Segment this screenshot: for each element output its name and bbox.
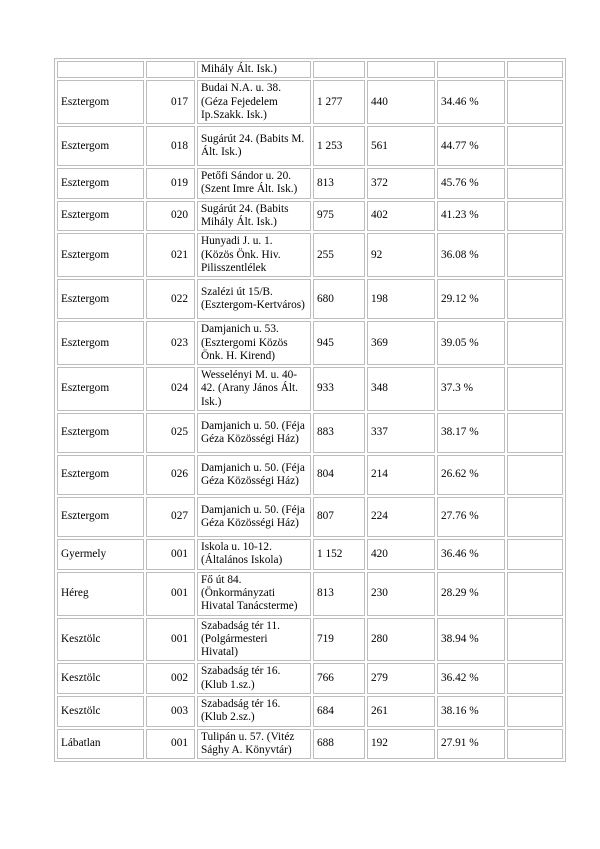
table-row: [57, 618, 563, 662]
votes-cast-cell: 337: [367, 413, 435, 453]
votes-cast-cell: 280: [367, 618, 435, 662]
votes-cast-cell: 230: [367, 572, 435, 616]
votes-cast-cell: 402: [367, 201, 435, 232]
polling-stations-table: [54, 58, 566, 762]
registered-voters-cell: 933: [313, 367, 365, 411]
empty-cell: [507, 321, 563, 365]
district-number-cell: 020: [146, 201, 195, 232]
table-row: [57, 455, 563, 495]
empty-cell: [507, 455, 563, 495]
address-cell: Fő út 84. (Önkormányzati Hivatal Tanácsterme): [197, 572, 311, 616]
votes-cast-cell: 369: [367, 321, 435, 365]
turnout-cell: 45.76 %: [437, 168, 505, 199]
votes-cast-cell: 214: [367, 455, 435, 495]
turnout-cell: 41.23 %: [437, 201, 505, 232]
address-cell: Sugárút 24. (Babits Mihály Ált. Isk.): [197, 201, 311, 232]
table-row: [57, 321, 563, 365]
empty-cell: [507, 61, 563, 78]
district-number-cell: 019: [146, 168, 195, 199]
settlement-cell: Esztergom: [57, 321, 144, 365]
votes-cast-cell: 224: [367, 497, 435, 537]
votes-cast-cell: 372: [367, 168, 435, 199]
district-number-cell: 001: [146, 729, 195, 760]
turnout-cell: 26.62 %: [437, 455, 505, 495]
settlement-cell: Esztergom: [57, 233, 144, 277]
table-row: [57, 572, 563, 616]
settlement-cell: Esztergom: [57, 80, 144, 124]
turnout-cell: 27.91 %: [437, 729, 505, 760]
table-row: [57, 729, 563, 760]
table-row: [57, 367, 563, 411]
address-cell: Damjanich u. 50. (Féja Géza Közösségi Ház): [197, 455, 311, 495]
table-row: [57, 539, 563, 570]
turnout-cell: 37.3 %: [437, 367, 505, 411]
votes-cast-cell: 192: [367, 729, 435, 760]
settlement-cell: Esztergom: [57, 455, 144, 495]
table-row: [57, 696, 563, 727]
settlement-cell: Esztergom: [57, 279, 144, 319]
turnout-cell: 36.08 %: [437, 233, 505, 277]
registered-voters-cell: 684: [313, 696, 365, 727]
empty-cell: [507, 696, 563, 727]
table-row: [57, 80, 563, 124]
empty-cell: [507, 80, 563, 124]
settlement-cell: [57, 61, 144, 78]
empty-cell: [507, 663, 563, 694]
district-number-cell: 026: [146, 455, 195, 495]
district-number-cell: 018: [146, 126, 195, 166]
empty-cell: [507, 497, 563, 537]
settlement-cell: Esztergom: [57, 168, 144, 199]
turnout-cell: 38.17 %: [437, 413, 505, 453]
votes-cast-cell: 561: [367, 126, 435, 166]
address-cell: Szalézi út 15/B. (Esztergom-Kertváros): [197, 279, 311, 319]
settlement-cell: Kesztölc: [57, 618, 144, 662]
votes-cast-cell: 92: [367, 233, 435, 277]
district-number-cell: 025: [146, 413, 195, 453]
turnout-cell: [437, 61, 505, 78]
empty-cell: [507, 729, 563, 760]
turnout-cell: 38.16 %: [437, 696, 505, 727]
votes-cast-cell: 420: [367, 539, 435, 570]
address-cell: Petőfi Sándor u. 20. (Szent Imre Ált. Isk.): [197, 168, 311, 199]
address-cell: Wesselényi M. u. 40-42. (Arany János Ált. Isk.): [197, 367, 311, 411]
district-number-cell: 001: [146, 618, 195, 662]
table-row: [57, 279, 563, 319]
table-row: [57, 168, 563, 199]
turnout-cell: 27.76 %: [437, 497, 505, 537]
registered-voters-cell: 883: [313, 413, 365, 453]
registered-voters-cell: 719: [313, 618, 365, 662]
votes-cast-cell: 348: [367, 367, 435, 411]
address-cell: Sugárút 24. (Babits M. Ált. Isk.): [197, 126, 311, 166]
district-number-cell: 027: [146, 497, 195, 537]
address-cell: Hunyadi J. u. 1. (Közös Önk. Hiv. Pilisszentlélek: [197, 233, 311, 277]
votes-cast-cell: [367, 61, 435, 78]
district-number-cell: 023: [146, 321, 195, 365]
table-row: [57, 497, 563, 537]
registered-voters-cell: 804: [313, 455, 365, 495]
district-number-cell: 001: [146, 572, 195, 616]
district-number-cell: 017: [146, 80, 195, 124]
address-cell: Mihály Ált. Isk.): [197, 61, 311, 78]
registered-voters-cell: 1 277: [313, 80, 365, 124]
turnout-cell: 36.46 %: [437, 539, 505, 570]
settlement-cell: Esztergom: [57, 497, 144, 537]
settlement-cell: Lábatlan: [57, 729, 144, 760]
table-row: [57, 201, 563, 232]
table-row: [57, 663, 563, 694]
turnout-cell: 28.29 %: [437, 572, 505, 616]
registered-voters-cell: 1 253: [313, 126, 365, 166]
votes-cast-cell: 261: [367, 696, 435, 727]
district-number-cell: 001: [146, 539, 195, 570]
votes-cast-cell: 279: [367, 663, 435, 694]
empty-cell: [507, 539, 563, 570]
settlement-cell: Esztergom: [57, 367, 144, 411]
address-cell: Budai N.A. u. 38. (Géza Fejedelem Ip.Szakk. Isk.): [197, 80, 311, 124]
turnout-cell: 44.77 %: [437, 126, 505, 166]
district-number-cell: 003: [146, 696, 195, 727]
registered-voters-cell: 807: [313, 497, 365, 537]
district-number-cell: 022: [146, 279, 195, 319]
address-cell: Szabadság tér 11. (Polgármesteri Hivatal): [197, 618, 311, 662]
district-number-cell: 002: [146, 663, 195, 694]
settlement-cell: Héreg: [57, 572, 144, 616]
turnout-cell: 29.12 %: [437, 279, 505, 319]
address-cell: Iskola u. 10-12. (Általános Iskola): [197, 539, 311, 570]
settlement-cell: Esztergom: [57, 126, 144, 166]
document-page: [54, 58, 566, 762]
votes-cast-cell: 198: [367, 279, 435, 319]
registered-voters-cell: 975: [313, 201, 365, 232]
settlement-cell: Esztergom: [57, 413, 144, 453]
registered-voters-cell: 766: [313, 663, 365, 694]
turnout-cell: 38.94 %: [437, 618, 505, 662]
empty-cell: [507, 413, 563, 453]
address-cell: Damjanich u. 50. (Féja Géza Közösségi Ház): [197, 413, 311, 453]
registered-voters-cell: 813: [313, 168, 365, 199]
settlement-cell: Kesztölc: [57, 663, 144, 694]
district-number-cell: 021: [146, 233, 195, 277]
table-row: [57, 233, 563, 277]
registered-voters-cell: 680: [313, 279, 365, 319]
district-number-cell: [146, 61, 195, 78]
empty-cell: [507, 572, 563, 616]
settlement-cell: Kesztölc: [57, 696, 144, 727]
empty-cell: [507, 279, 563, 319]
table-row: [57, 413, 563, 453]
registered-voters-cell: 813: [313, 572, 365, 616]
turnout-cell: 34.46 %: [437, 80, 505, 124]
registered-voters-cell: 1 152: [313, 539, 365, 570]
empty-cell: [507, 168, 563, 199]
registered-voters-cell: 945: [313, 321, 365, 365]
table-row: [57, 126, 563, 166]
empty-cell: [507, 126, 563, 166]
votes-cast-cell: 440: [367, 80, 435, 124]
empty-cell: [507, 618, 563, 662]
turnout-cell: 39.05 %: [437, 321, 505, 365]
empty-cell: [507, 367, 563, 411]
settlement-cell: Gyermely: [57, 539, 144, 570]
table-row: [57, 61, 563, 78]
address-cell: Tulipán u. 57. (Vitéz Sághy A. Könyvtár): [197, 729, 311, 760]
registered-voters-cell: 255: [313, 233, 365, 277]
registered-voters-cell: 688: [313, 729, 365, 760]
address-cell: Szabadság tér 16. (Klub 2.sz.): [197, 696, 311, 727]
settlement-cell: Esztergom: [57, 201, 144, 232]
district-number-cell: 024: [146, 367, 195, 411]
table-body: [57, 61, 563, 759]
registered-voters-cell: [313, 61, 365, 78]
empty-cell: [507, 233, 563, 277]
turnout-cell: 36.42 %: [437, 663, 505, 694]
address-cell: Damjanich u. 53. (Esztergomi Közös Önk. H. Kirend): [197, 321, 311, 365]
address-cell: Szabadság tér 16. (Klub 1.sz.): [197, 663, 311, 694]
address-cell: Damjanich u. 50. (Féja Géza Közösségi Ház): [197, 497, 311, 537]
empty-cell: [507, 201, 563, 232]
